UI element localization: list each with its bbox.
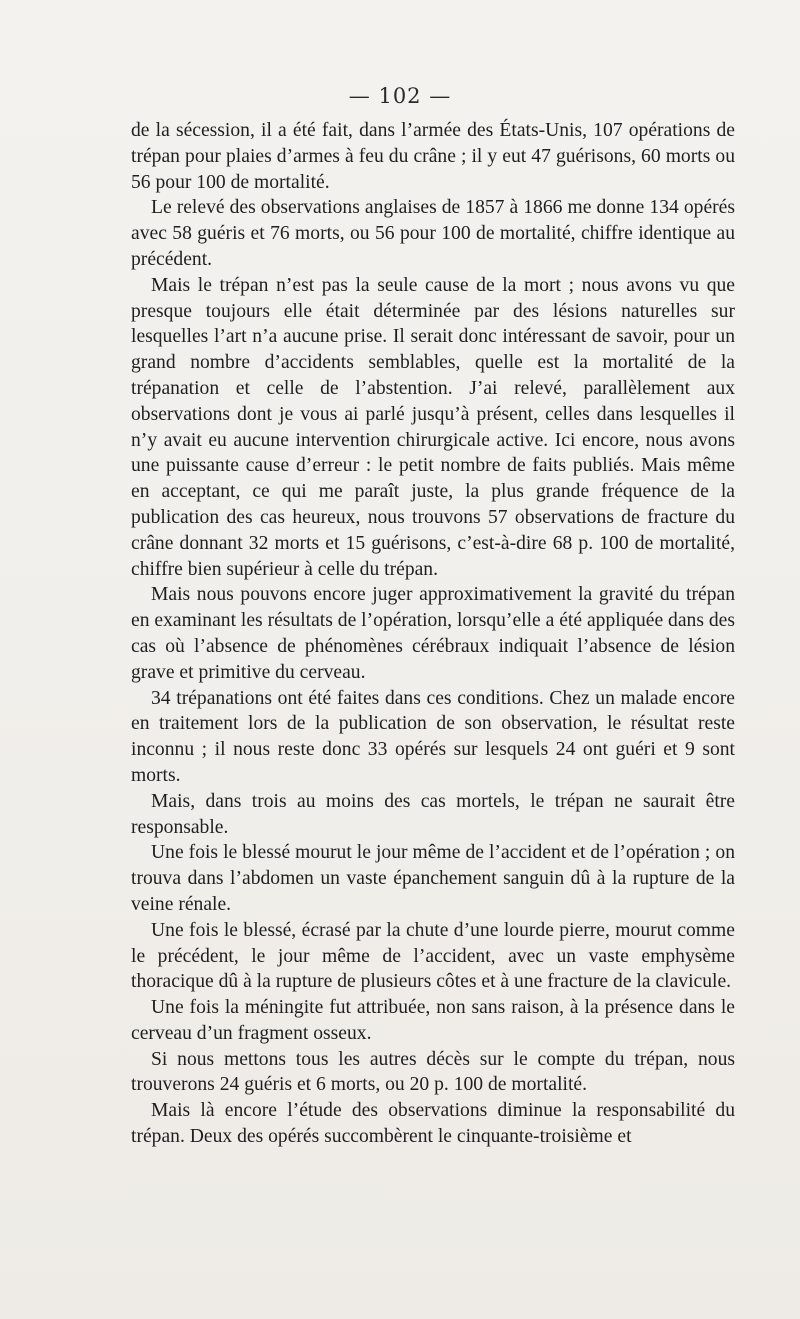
paragraph-2: Le relevé des observations anglaises de 1857 à 1866 me donne 134 opérés avec 58 guéris et 76 morts, ou 56 pour 100 de mortalité, chiffre identique au précédent. [131, 197, 735, 270]
paragraph-4: Mais nous pouvons encore juger approximativement la gravité du trépan en examinant les résultats de l’opération, lorsqu’elle a été appliquée dans des cas où l’absence de phénomènes cérébraux indiquait l’absence de lésion grave et primitive du cerveau. [131, 584, 735, 683]
paragraph-9: Une fois la méningite fut attribuée, non sans raison, à la présence dans le cerveau d’un fragment osseux. [131, 997, 735, 1044]
paragraph-11: Mais là encore l’étude des observations diminue la responsabilité du trépan. Deux des opérés succombèrent le cinquante-troisième et [131, 1100, 735, 1148]
paragraph-8: Une fois le blessé, écrasé par la chute d’une lourde pierre, mourut comme le précédent, le jour même de l’accident, avec un vaste emphysème thoracique dû à la rupture de plusieurs côtes et à une fracture de la clavicule. [131, 919, 735, 993]
paragraph-5: 34 trépanations ont été faites dans ces conditions. Chez un malade encore en traitement lors de la publication de son observation, le résultat reste inconnu ; il nous reste donc 33 opérés sur lesquels 24 ont guéri et 9 sont morts. [131, 687, 735, 786]
body-text [131, 118, 735, 1150]
paragraph-1: de la sécession, il a été fait, dans l’armée des États-Unis, 107 opérations de trépan pour plaies d’armes à feu du crâne ; il y eut 47 guérisons, 60 morts ou 56 pour 100 de mortalité. [131, 120, 735, 193]
paragraph-10: Si nous mettons tous les autres décès sur le compte du trépan, nous trouverons 24 guéris et 6 morts, ou 20 p. 100 de mortalité. [131, 1048, 735, 1096]
paragraph-6: Mais, dans trois au moins des cas mortels, le trépan ne saurait être responsable. [131, 790, 735, 838]
paragraph-7: Une fois le blessé mourut le jour même de l’accident et de l’opération ; on trouva dans l’abdomen un vaste épanchement sanguin dû à la rupture de la veine rénale. [131, 842, 735, 915]
paragraph-3: Mais le trépan n’est pas la seule cause de la mort ; nous avons vu que presque toujours elle était déterminée par des lésions naturelles sur lesquelles l’art n’a aucune prise. Il serait donc intéressant de savoir, pour un grand nombre d’accidents semblables, quelle est la mortalité de la trépanation et celle de l’abstention. J’ai relevé, parallèlement aux observations dont je vous ai parlé jusqu’à présent, celles dans lesquelles il n’y avait eu aucune intervention chirurgicale active. Ici encore, nous avons une puissante cause d’erreur : le petit nombre de faits publiés. Mais même en acceptant, ce qui me paraît juste, la plus grande fréquence de la publication des cas heureux, nous trouvons 57 observations de fracture du crâne donnant 32 morts et 15 guérisons, c’est-à-dire 68 p. 100 de mortalité, chiffre bien supérieur à celle du trépan. [131, 274, 735, 580]
page-number: — 102 — [348, 84, 452, 108]
